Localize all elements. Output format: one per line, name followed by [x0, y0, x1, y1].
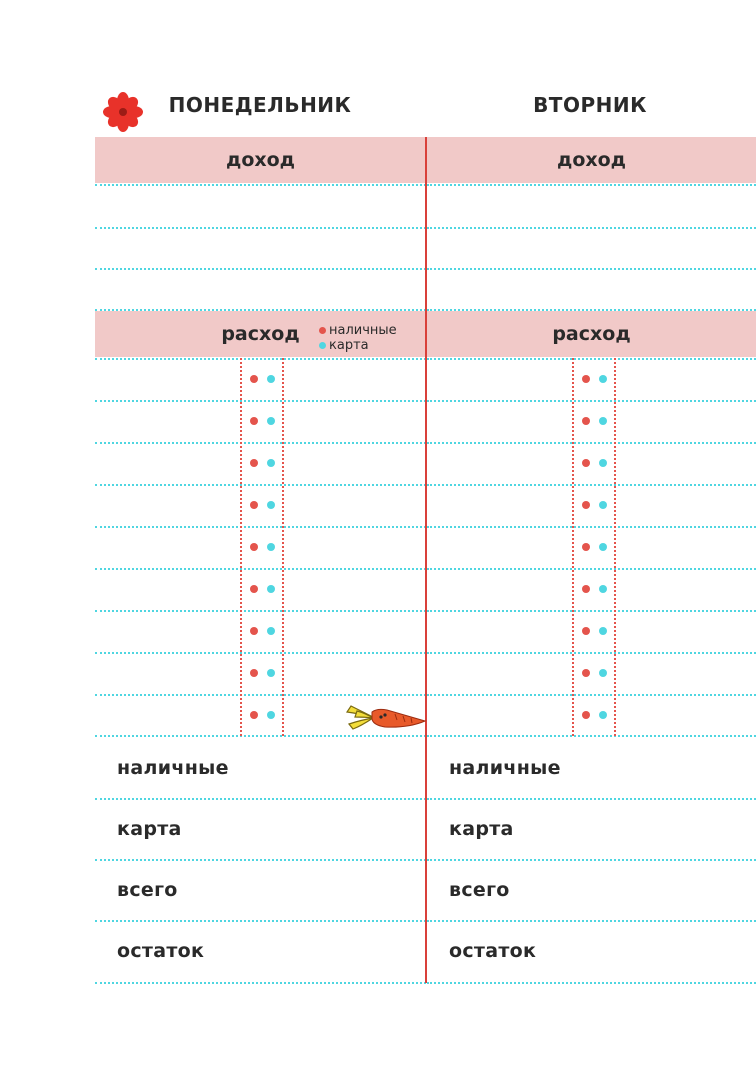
card-dot[interactable]: [267, 669, 275, 677]
card-dot[interactable]: [267, 501, 275, 509]
cash-dot[interactable]: [250, 627, 258, 635]
cash-dot[interactable]: [582, 669, 590, 677]
card-dot[interactable]: [267, 417, 275, 425]
income-header: [95, 137, 426, 183]
cash-dot[interactable]: [250, 711, 258, 719]
card-dot[interactable]: [599, 543, 607, 551]
summary-balance: остаток: [117, 940, 205, 962]
cash-dot[interactable]: [582, 543, 590, 551]
payment-method-column: [240, 358, 284, 736]
day-title-tuesday: ВТОРНИК: [533, 93, 647, 117]
payment-method-column: [572, 358, 616, 736]
cash-dot[interactable]: [582, 375, 590, 383]
card-dot[interactable]: [267, 585, 275, 593]
card-dot[interactable]: [599, 459, 607, 467]
cash-dot[interactable]: [582, 501, 590, 509]
summary-cash: наличные: [117, 757, 229, 779]
summary-balance: остаток: [449, 940, 537, 962]
card-dot[interactable]: [267, 543, 275, 551]
tuesday-column: [427, 137, 756, 983]
payment-legend: [319, 323, 397, 353]
summary-cash: наличные: [449, 757, 561, 779]
summary-total: всего: [449, 879, 510, 901]
expense-header: [427, 311, 756, 357]
card-dot[interactable]: [599, 417, 607, 425]
cash-dot[interactable]: [250, 669, 258, 677]
cash-dot[interactable]: [582, 627, 590, 635]
card-dot[interactable]: [599, 669, 607, 677]
cash-dot[interactable]: [250, 501, 258, 509]
monday-column: [95, 137, 426, 983]
summary-total: всего: [117, 879, 178, 901]
carrot-icon: [345, 702, 427, 732]
card-dot[interactable]: [267, 459, 275, 467]
card-dot[interactable]: [599, 375, 607, 383]
cash-dot[interactable]: [582, 585, 590, 593]
cash-dot[interactable]: [250, 543, 258, 551]
column-divider: [425, 137, 427, 983]
expense-label: расход: [221, 323, 300, 345]
card-dot[interactable]: [599, 627, 607, 635]
card-dot[interactable]: [599, 501, 607, 509]
cash-dot[interactable]: [582, 711, 590, 719]
summary-card: карта: [117, 818, 182, 840]
legend-card: карта: [329, 338, 369, 353]
card-dot[interactable]: [267, 375, 275, 383]
legend-cash: наличные: [329, 323, 397, 338]
flower-icon: [103, 92, 143, 132]
income-label: доход: [225, 149, 296, 171]
cash-dot[interactable]: [250, 417, 258, 425]
cash-dot[interactable]: [250, 585, 258, 593]
card-dot[interactable]: [599, 585, 607, 593]
income-header: [427, 137, 756, 183]
income-label: доход: [556, 149, 627, 171]
day-title-monday: ПОНЕДЕЛЬНИК: [168, 93, 352, 117]
cash-dot[interactable]: [250, 375, 258, 383]
cash-dot[interactable]: [250, 459, 258, 467]
card-dot[interactable]: [267, 627, 275, 635]
expense-label: расход: [552, 323, 631, 345]
cash-dot[interactable]: [582, 459, 590, 467]
card-dot[interactable]: [599, 711, 607, 719]
summary-card: карта: [449, 818, 514, 840]
cash-dot[interactable]: [582, 417, 590, 425]
card-dot[interactable]: [267, 711, 275, 719]
